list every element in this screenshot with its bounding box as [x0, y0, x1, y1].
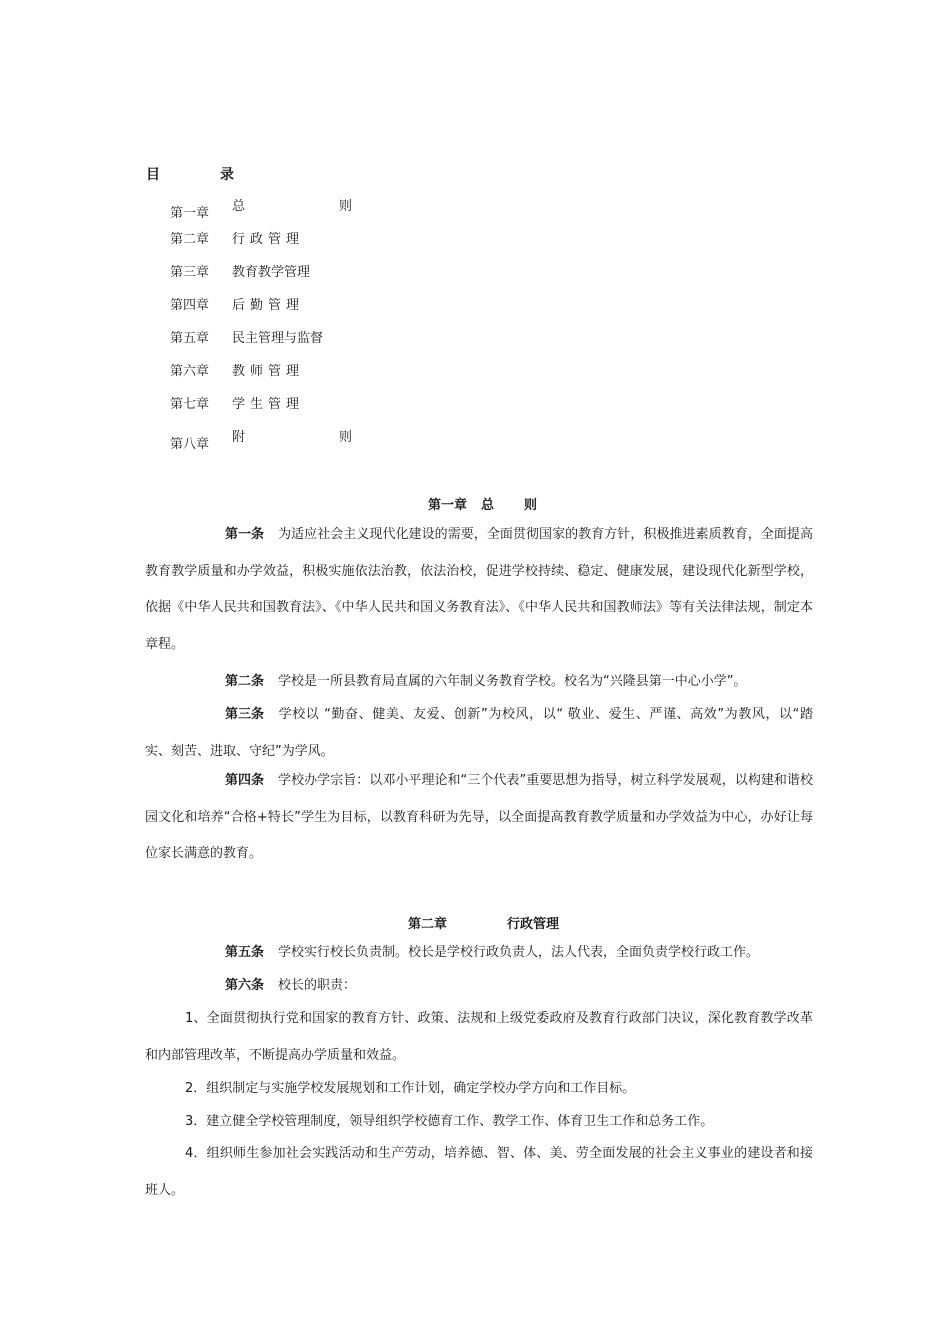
article-3	[145, 697, 813, 770]
chapter-heading	[428, 494, 537, 513]
article-text: 学校实行校长负责制。校长是学校行政负责人，法人代表，全面负责学校行政工作。	[278, 945, 760, 960]
toc-chapter-name	[232, 197, 352, 217]
toc-item[interactable]	[170, 296, 304, 316]
toc-title-right: 录	[220, 167, 234, 183]
toc-chapter-number: 第四章	[170, 298, 210, 313]
toc-item[interactable]	[170, 428, 352, 452]
article-label: 第四条	[225, 773, 265, 788]
chapter-number: 第二章	[408, 917, 448, 932]
article-label: 第二条	[225, 674, 265, 689]
article-text: 为适应社会主义现代化建设的需要，全面贯彻国家的教育方针，积极推进素质教育，全面提高教育教学质量和办学效益，积极实施依法治教，依法治校，促进学校持续、稳定、健康发展，建设现代化新型学校，依据《中华人民共和国教育法》、《中华人民共和国义务教育法》、《中华人民共和国教师法》等有关法律法规，制定本章程。	[145, 527, 813, 652]
toc-chapter-number: 第五章	[170, 331, 210, 346]
toc-chapter-name: 教师管理	[232, 364, 305, 379]
toc-chapter-name: 学生管理	[232, 397, 305, 412]
duty-text: 4．组织师生参加社会实践活动和生产劳动，培养德、智、体、美、劳全面发展的社会主义事业的建设者和接班人。	[145, 1146, 813, 1198]
chapter-title-part: 总	[481, 498, 495, 513]
article-5	[145, 935, 813, 972]
toc-chapter-name	[232, 428, 352, 448]
toc-title	[146, 164, 234, 184]
toc-chapter-number: 第一章	[170, 206, 210, 221]
toc-chapter-name: 后勤管理	[232, 298, 305, 313]
toc-item[interactable]	[170, 329, 323, 349]
duty-item-4	[145, 1136, 813, 1209]
toc-chapter-number: 第三章	[170, 265, 210, 280]
article-label: 第六条	[225, 978, 265, 993]
chapter-title-part: 则	[524, 498, 538, 513]
toc-name-part: 总	[232, 199, 246, 214]
chapter-heading	[408, 913, 559, 932]
toc-name-part: 则	[338, 199, 352, 214]
article-6	[145, 968, 813, 1005]
article-label: 第五条	[225, 945, 265, 960]
toc-name-part: 则	[338, 430, 352, 445]
article-1	[145, 517, 813, 663]
article-4	[145, 763, 813, 873]
article-2	[145, 664, 813, 701]
toc-chapter-number: 第二章	[170, 232, 210, 247]
toc-chapter-name: 民主管理与监督	[232, 331, 324, 346]
toc-item[interactable]	[170, 362, 304, 382]
toc-chapter-number: 第八章	[170, 437, 210, 452]
toc-item[interactable]	[170, 263, 310, 283]
article-text: 学校以 “勤奋、健美、友爱、创新”为校风，以“ 敬业、爱生、严谨、高效”为教风，以“踏实、刻苦、进取、守纪”为学风。	[145, 707, 813, 759]
toc-title-left: 目	[146, 167, 160, 183]
article-label: 第一条	[225, 527, 265, 542]
toc-chapter-number: 第六章	[170, 364, 210, 379]
chapter-number: 第一章	[428, 498, 468, 513]
article-label: 第三条	[225, 707, 265, 722]
toc-item[interactable]	[170, 197, 352, 221]
article-text: 校长的职责：	[278, 978, 357, 993]
article-text: 学校是一所县教育局直属的六年制义务教育学校。校名为“兴隆县第一中心小学”。	[278, 674, 747, 689]
toc-name-part: 附	[232, 430, 246, 445]
article-text: 学校办学宗旨：以邓小平理论和“三个代表”重要思想为指导，树立科学发展观，以构建和谐校园文化和培养“合格+特长”学生为目标，以教育科研为先导，以全面提高教育教学质量和办学效益为中心，办好让每位家长满意的教育。	[145, 773, 813, 862]
toc-item[interactable]	[170, 230, 304, 250]
toc-chapter-name: 行政管理	[232, 232, 305, 247]
chapter-title: 行政管理	[507, 917, 560, 932]
duty-item-2	[145, 1071, 813, 1108]
toc-chapter-name: 教育教学管理	[232, 265, 311, 280]
duty-text: 1、全面贯彻执行党和国家的教育方针、政策、法规和上级党委政府及教育行政部门决议，深化教育教学改革和内部管理改革，不断提高办学质量和效益。	[145, 1011, 813, 1063]
duty-text: 2．组织制定与实施学校发展规划和工作计划，确定学校办学方向和工作目标。	[185, 1081, 636, 1096]
duty-text: 3．建立健全学校管理制度，领导组织学校德育工作、教学工作、体育卫生工作和总务工作。	[185, 1114, 714, 1129]
toc-item[interactable]	[170, 395, 304, 415]
toc-chapter-number: 第七章	[170, 397, 210, 412]
duty-item-1	[145, 1001, 813, 1074]
